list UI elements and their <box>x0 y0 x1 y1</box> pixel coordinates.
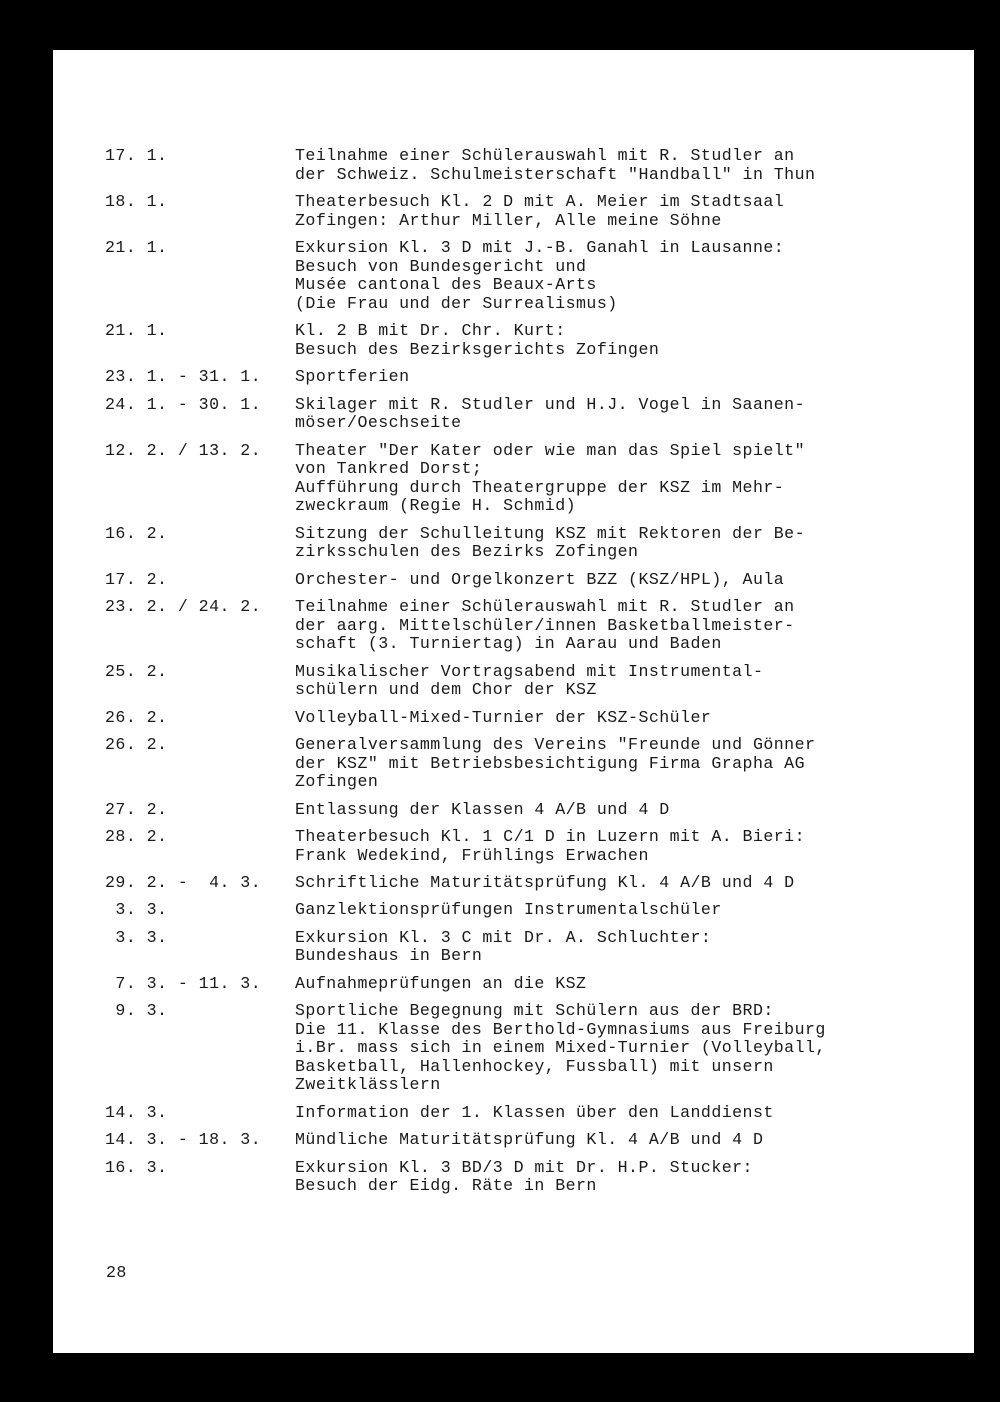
entry-text-line: Sportliche Begegnung mit Schülern aus der BRD: <box>295 1001 774 1021</box>
entry-text-line: Bundeshaus in Bern <box>295 946 483 966</box>
chronicle-entry <box>105 901 925 920</box>
entry-date: 28. 2. <box>105 826 168 846</box>
entry-date: 27. 2. <box>105 799 168 819</box>
chronicle-entry <box>105 368 925 387</box>
entry-text-line: Information der 1. Klassen über den Landdienst <box>295 1102 774 1122</box>
chronicle-entry <box>105 571 925 590</box>
entry-date: 14. 3. <box>105 1102 168 1122</box>
entry-text-line: Musikalischer Vortragsabend mit Instrumental- <box>295 661 764 681</box>
entry-text-line: Teilnahme einer Schülerauswahl mit R. Studler an <box>295 597 795 617</box>
entry-description <box>295 368 925 387</box>
entry-text-line: Sportferien <box>295 367 410 387</box>
chronicle-entry <box>105 396 925 433</box>
entry-text-line: Musée cantonal des Beaux-Arts <box>295 275 597 295</box>
entry-date: 3. 3. <box>105 900 168 920</box>
entry-text-line: Volleyball-Mixed-Turnier der KSZ-Schüler <box>295 707 712 727</box>
entry-description <box>295 322 925 359</box>
entry-description <box>295 598 925 654</box>
entry-text-line: Exkursion Kl. 3 C mit Dr. A. Schluchter: <box>295 927 712 947</box>
entry-description <box>295 1104 925 1123</box>
entry-text-line: Theaterbesuch Kl. 2 D mit A. Meier im Stadtsaal <box>295 191 785 211</box>
entry-text-line: Aufführung durch Theatergruppe der KSZ im Mehr- <box>295 477 785 497</box>
entry-description <box>295 709 925 728</box>
entry-description <box>295 147 925 184</box>
entry-date: 18. 1. <box>105 191 168 211</box>
entry-text-line: Die 11. Klasse des Berthold-Gymnasiums aus Freiburg <box>295 1019 826 1039</box>
entry-text-line: Generalversammlung des Vereins "Freunde und Gönner <box>295 735 816 754</box>
entry-description <box>295 975 925 994</box>
chronicle-entry <box>105 663 925 700</box>
entry-date: 16. 3. <box>105 1157 168 1177</box>
entry-description <box>295 525 925 562</box>
entry-date: 3. 3. <box>105 927 168 947</box>
entry-description <box>295 1002 925 1095</box>
entry-description <box>295 874 925 893</box>
entry-date: 23. 1. - 31. 1. <box>105 367 262 387</box>
chronicle-entry <box>105 239 925 313</box>
entry-text-line: Theaterbesuch Kl. 1 C/1 D in Luzern mit A. Bieri: <box>295 826 805 846</box>
entry-text-line: (Die Frau und der Surrealismus) <box>295 293 618 313</box>
entry-date: 12. 2. / 13. 2. <box>105 440 262 460</box>
entry-date: 21. 1. <box>105 321 168 341</box>
entry-text-line: Skilager mit R. Studler und H.J. Vogel in Saanen- <box>295 394 805 414</box>
entry-date: 21. 1. <box>105 237 168 257</box>
chronicle-entry <box>105 828 925 865</box>
entry-description <box>295 239 925 313</box>
entry-text-line: der KSZ" mit Betriebsbesichtigung Firma Grapha AG <box>295 753 805 773</box>
entry-text-line: Exkursion Kl. 3 BD/3 D mit Dr. H.P. Stucker: <box>295 1157 753 1177</box>
entry-text-line: Teilnahme einer Schülerauswahl mit R. Studler an <box>295 146 795 165</box>
entry-text-line: Besuch der Eidg. Räte in Bern <box>295 1176 597 1196</box>
entry-text-line: Besuch des Bezirksgerichts Zofingen <box>295 339 660 359</box>
entry-description <box>295 1131 925 1150</box>
entry-text-line: Besuch von Bundesgericht und <box>295 256 587 276</box>
chronicle-entry <box>105 193 925 230</box>
entry-date: 7. 3. - 11. 3. <box>105 973 262 993</box>
entry-date: 14. 3. - 18. 3. <box>105 1130 262 1150</box>
chronicle-entry <box>105 975 925 994</box>
entry-date: 16. 2. <box>105 523 168 543</box>
entry-description <box>295 442 925 516</box>
entry-description <box>295 396 925 433</box>
chronicle-entry <box>105 1159 925 1196</box>
chronicle-entry <box>105 525 925 562</box>
entry-description <box>295 828 925 865</box>
entry-text-line: Orchester- und Orgelkonzert BZZ (KSZ/HPL), Aula <box>295 569 785 589</box>
entry-description <box>295 736 925 792</box>
entry-text-line: zirksschulen des Bezirks Zofingen <box>295 542 639 562</box>
entry-text-line: Exkursion Kl. 3 D mit J.-B. Ganahl in Lausanne: <box>295 237 785 257</box>
entry-date: 23. 2. / 24. 2. <box>105 597 262 617</box>
chronicle-entry <box>105 322 925 359</box>
entry-date: 24. 1. - 30. 1. <box>105 394 262 414</box>
entry-date: 25. 2. <box>105 661 168 681</box>
chronicle-entry <box>105 736 925 792</box>
entry-text-line: Aufnahmeprüfungen an die KSZ <box>295 973 587 993</box>
chronicle-entry <box>105 598 925 654</box>
chronicle-entry <box>105 874 925 893</box>
entry-text-line: möser/Oeschseite <box>295 413 462 433</box>
entry-text-line: Sitzung der Schulleitung KSZ mit Rektoren der Be- <box>295 523 805 543</box>
entry-text-line: zweckraum (Regie H. Schmid) <box>295 496 577 516</box>
entry-text-line: schülern und dem Chor der KSZ <box>295 680 597 700</box>
chronicle-entry <box>105 147 925 184</box>
entry-text-line: Entlassung der Klassen 4 A/B und 4 D <box>295 799 670 819</box>
entry-description <box>295 801 925 820</box>
entry-text-line: Ganzlektionsprüfungen Instrumentalschüler <box>295 900 722 920</box>
entry-text-line: der Schweiz. Schulmeisterschaft "Handball" in Thun <box>295 164 816 184</box>
entry-text-line: schaft (3. Turniertag) in Aarau und Baden <box>295 634 722 654</box>
entry-text-line: Zofingen <box>295 772 379 792</box>
entry-text-line: von Tankred Dorst; <box>295 459 483 479</box>
entry-description <box>295 901 925 920</box>
entry-date: 9. 3. <box>105 1001 168 1021</box>
chronicle-entry <box>105 442 925 516</box>
chronicle-entry <box>105 1002 925 1095</box>
entry-date: 17. 1. <box>105 146 168 165</box>
entry-description <box>295 1159 925 1196</box>
entry-text-line: Frank Wedekind, Frühlings Erwachen <box>295 845 649 865</box>
entry-date: 29. 2. - 4. 3. <box>105 872 262 892</box>
entry-date: 26. 2. <box>105 735 168 754</box>
entry-description <box>295 663 925 700</box>
document-page <box>53 50 974 1353</box>
entry-text-line: Mündliche Maturitätsprüfung Kl. 4 A/B und 4 D <box>295 1130 764 1150</box>
entry-description <box>295 193 925 230</box>
entry-text-line: Theater "Der Kater oder wie man das Spiel spielt" <box>295 440 805 460</box>
chronicle-entries <box>105 147 925 1205</box>
chronicle-entry <box>105 1131 925 1150</box>
entry-text-line: Kl. 2 B mit Dr. Chr. Kurt: <box>295 321 566 341</box>
chronicle-entry <box>105 709 925 728</box>
chronicle-entry <box>105 801 925 820</box>
entry-text-line: der aarg. Mittelschüler/innen Basketballmeister- <box>295 615 795 635</box>
entry-text-line: i.Br. mass sich in einem Mixed-Turnier (Volleyball, <box>295 1038 826 1058</box>
entry-description <box>295 571 925 590</box>
entry-date: 26. 2. <box>105 707 168 727</box>
chronicle-entry <box>105 929 925 966</box>
chronicle-entry <box>105 1104 925 1123</box>
page-number: 28 <box>106 1263 127 1282</box>
entry-text-line: Zofingen: Arthur Miller, Alle meine Söhne <box>295 210 722 230</box>
entry-text-line: Basketball, Hallenhockey, Fussball) mit unsern <box>295 1056 774 1076</box>
entry-description <box>295 929 925 966</box>
entry-text-line: Schriftliche Maturitätsprüfung Kl. 4 A/B und 4 D <box>295 872 795 892</box>
entry-date: 17. 2. <box>105 569 168 589</box>
entry-text-line: Zweitklässlern <box>295 1075 441 1095</box>
